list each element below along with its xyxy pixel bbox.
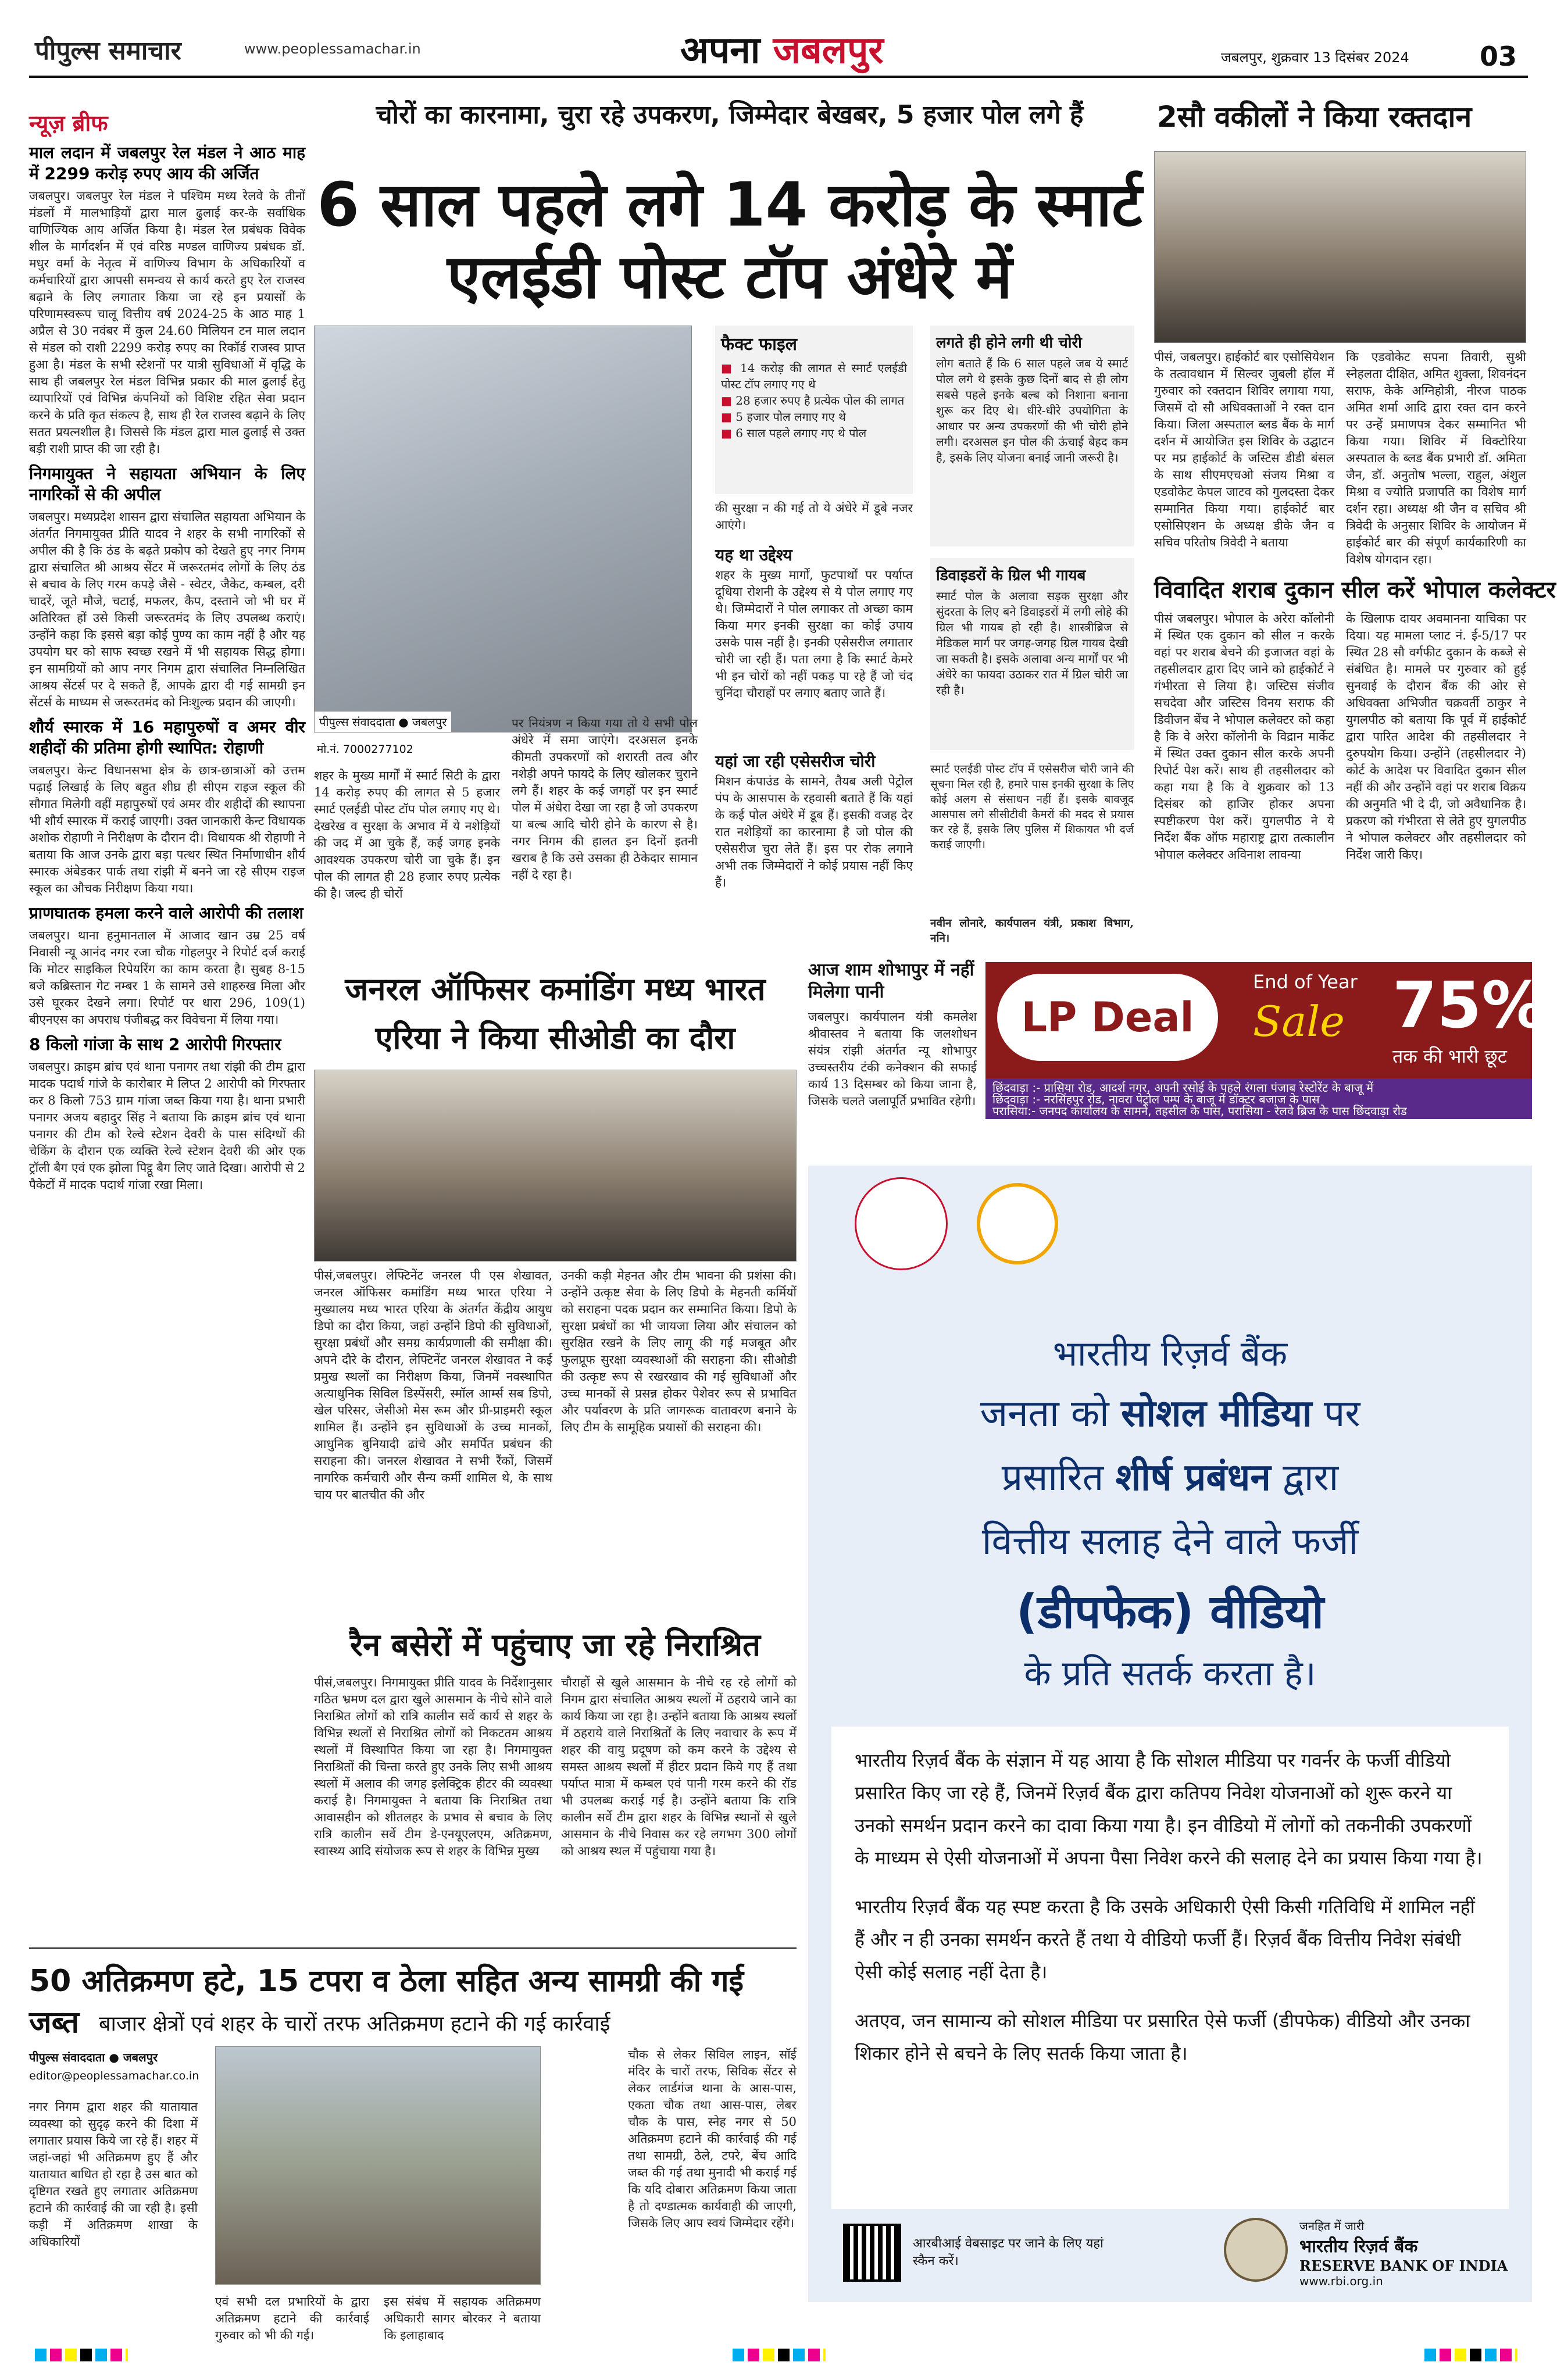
fact-text-2: 28 हजार रुपए है प्रत्येक पोल की लागत [735,394,905,408]
lead-sub1: यह था उद्देश्य [715,545,792,564]
lp-address-1: छिंदवाड़ा :- प्रासिया रोड, आदर्श नगर, अपनी रसोई के पहले रंगला पंजाब रेस्टोरेंट के बाजू में [992,1081,1374,1095]
lead-sub2: यहां जा रही एसेसरीज चोरी [715,752,876,771]
rbi-para-2: भारतीय रिज़र्व बैंक यह स्पष्ट करता है कि उसके अधिकारी ऐसी किसी गतिविधि में शामिल नहीं हैं और न ही उनका समर्थन करते हैं तथा ये वीडियो फर्जी हैं। रिज़र्व बैंक वित्तीय निवेश संबंधी ऐसी कोई सलाह नहीं देता है। [855,1896,1475,1983]
fact-item-3: ■ 5 हजार पोल लगाए गए थे [721,410,846,424]
lead-photo-caption: पीपुल्स संवाददाता ● जबलपुर [315,712,451,732]
news-brief-column [29,137,305,1892]
army-photo [314,1070,797,1262]
box2-title: डिवाइडरों के ग्रिल भी गायब [936,567,1086,584]
color-strip-center [733,2349,826,2361]
rbi-para-3: अतएव, जन सामान्य को सोशल मीडिया पर प्रसारित ऐसे फर्जी (डीपफेक) वीडियो और उनका शिकार होने से बचने के लिए सतर्क किया जाता है। [855,2010,1470,2064]
color-strip-left [35,2349,128,2361]
fact-item-2: ■ 28 हजार रुपए है प्रत्येक पोल की लागत [721,394,905,408]
rbi-qr-text: आरबीआई वेबसाइट पर जाने के लिए यहां स्कैन करें। [913,2236,1104,2268]
brief-body-3: जबलपुर। केन्ट विधानसभा क्षेत्र के छात्र-छात्राओं को उत्तम पढ़ाई लिखाई के लिए बहुत शीघ्र ही सीएम राइज स्कूल की सौगात मिलेगी वहीं महापुरुषों एवं अमर वीर शहीदों की स्थापना भी शौर्य स्मारक में कराई जाएगी। उक्त जानकारी केन्ट विधायक अशोक रोहाणी ने निरीक्षण के दौरान दी। विधायक श्री रोहाणी ने बताया कि आज उनके द्वारा बड़ा पत्थर स्थित निर्माणाधीन शौर्य स्मारक अंबेडकर पार्क तथा रांझी में बनने जा रहे सीएम राइज स्कूल का औचक निरीक्षण किया गया। [29,763,305,895]
liquor-headline: विवादित शराब दुकान सील करें भोपाल कलेक्टर [1154,577,1556,603]
box1-body: लोग बताते हैं कि 6 साल पहले जब ये स्मार्ट पोल लगे थे इसके कुछ दिनों बाद से ही लोग सबसे पहले इनके बल्ब को निशाना बनाना शुरू कर दिए थे। धीरे-धीरे उपयोगिता के आधार पर अन्य उपकरणों की भी चोरी होने लगी। दरअसल इन पोल की ऊंचाई बेहद कम है, इसके लिए योजना बनाई जानी जरूरी है। [936,356,1128,464]
brief-headline-1: माल लदान में जबलपुर रेल मंडल ने आठ माह में 2299 करोड़ रुपए आय की अर्जित [29,143,305,183]
lawyers-col1: पीसं, जबलपुर। हाईकोर्ट बार एसोसियेशन के तत्वावधान में सिल्वर जुबली हॉल में गुरुवार को रक्तदान शिविर लगाया गया, जिसमें दो सौ अधिवक्ताओं ने रक्त दान किया। जिला अस्पताल ब्लड बैंक के मार्ग दर्शन में आयोजित इस शिविर के उद्घाटन पर मप्र हाईकोर्ट के जस्टिस डीडी बंसल के साथ सीएमएचओ संजय मिश्रा व एडवोकेट केपल जाटव को गुलदस्ता देकर सम्मानित किया गया। हाईकोर्ट बार एसोसिएशन के अध्यक्ष डीके जैन व सचिव परितोष त्रिवेदी ने बताया [1154,350,1334,549]
lead-body-col1: शहर के मुख्य मार्गों में स्मार्ट सिटी के द्वारा 14 करोड़ रुपए की लागत से 5 हजार स्मार्ट एलईडी पोस्ट टॉप पोल लगाए गए थे। देखरेख व सुरक्षा के अभाव में ये नशेड़ियों की जद में आ चुके हैं, कई जगह इनके आवश्यक उपकरण चोरी जा चुके हैं। इन पोल की लागत ही 28 हजार रुपए प्रत्येक की है। जल्द ही चोरों [314,769,500,900]
page-number: 03 [1480,41,1517,72]
encroach-email[interactable]: editor@peoplessamachar.co.in [29,2070,199,2082]
fact-text-1: 14 करोड़ की लागत से स्मार्ट एलईडी पोस्ट टॉप लगाए गए थे [721,361,907,391]
liquor-col1: पीसं जबलपुर। भोपाल के अरेरा कॉलोनी में स्थित एक दुकान को सील न करके वहां पर शराब बेचने की इजाजत वहां के तहसीलदार द्वारा दिए जाने को हाईकोर्ट ने गंभीरता से लिया है। जस्टिस संजीव सचदेवा और जस्टिस विनय सराफ की डिवीजन बेंच ने भोपाल कलेक्टर को कहा है कि वे अरेरा कॉलोनी के विद्रान मार्केट में स्थित उक्त दुकान सील करके अपनी रिपोर्ट पेश करें। साथ ही तहसीलदार को कहा गया है कि वे शुक्रवार को 13 दिसंबर को हाजिर होकर अपना स्पष्टीकरण पेश करें। युगलपीठ ने ये निर्देश बैंक ऑफ महाराष्ट्र द्वारा तत्कालीन भोपाल कलेक्टर अविनाश लावन्या [1154,612,1334,862]
divider-box [930,558,1134,750]
rbi-h2c: पर [1323,1392,1360,1435]
fact-file-title: फैक्ट फाइल [721,334,798,355]
paper-url[interactable]: www.peoplessamachar.in [244,41,421,57]
lead-sub2-body: मिशन कंपाउंड के सामने, तैयब अली पेट्रोल पंप के आसपास के रहवासी बताते हैं कि यहां के कई पोल अंधेरे में डूब हैं। इसकी वजह देर रात नशेड़ियों का कारनामा है जो पोल की एसेसरीज चुरा लेते हैं। इस पर रोक लगाने अभी तक जिम्मेदारों ने कोई प्रयास नहीं किए हैं। [715,774,913,889]
lp-address-band [985,1078,1532,1119]
paper-name: पीपुल्स समाचार [35,36,181,66]
section-title-a: अपना [680,29,760,72]
lead-mobile: मो.नं. 7000277102 [317,743,413,756]
lp-percent: 75% [1392,968,1546,1042]
lawyers-headline: 2सौ वकीलों ने किया रक्तदान [1157,100,1472,134]
issue-date: जबलपुर, शुक्रवार 13 दिसंबर 2024 [1221,49,1409,66]
streetlight-photo [314,326,692,732]
lp-address-3: परासिया:- जनपद कार्यालय के सामने, तहसील के पास, परासिया - रेलवे ब्रिज के पास छिंदवाड़ा रोड [992,1104,1407,1118]
fact-text-3: 5 हजार पोल लगाए गए थे [735,410,846,424]
rbi-90-years-icon [977,1183,1058,1264]
encroach-col4: चौक से लेकर सिविल लाइन, सॉई मंदिर के चारों तरफ, सिविक सेंटर से लेकर लार्डगंज थाना के आस-पास, एकता चौक तथा आस-पास, लेबर चौक के पास, स्नेह नगर से 50 अतिक्रमण हटाने की कार्रवाई की गई तथा सामग्री, ठेले, टपरे, बेंच आदि जब्त की गई तथा मुनादी भी कराई गई कि यदि दोबारा अतिक्रमण किया जाता है तो दण्डात्मक कार्यवाही की जाएगी, जिसके लिए आप स्वयं जिम्मेदार रहेंगे। [628,2047,797,2230]
lp-end-of-year: End of Year [1253,971,1358,993]
rbi-footer-3: RESERVE BANK OF INDIA [1299,2257,1508,2274]
rbi-h2b: सोशल मीडिया [1121,1392,1312,1435]
rbi-h3a: प्रसारित [1001,1456,1104,1499]
rbi-seal-icon [1224,2218,1288,2282]
rbi-mascot-icon [855,1177,948,1270]
lp-deal-title: LP Deal [1021,994,1194,1041]
box1-title: लगते ही होने लगी थी चोरी [936,334,1082,352]
official-quote: स्मार्ट एलईडी पोस्ट टॉप में एसेसरीज चोरी जाने की सूचना मिल रही है, हमारे पास इनकी सुरक्षा के लिए कोई अलग से संसाधन नहीं हैं। इसके बावजूद आसपास लगे सीसीटीवी कैमरों की मदद से प्रयास कर रहे हैं, इसके लिए पुलिस में शिकायत भी दर्ज कराई जाएगी। [930,763,1134,851]
rbi-h2a: जनता को [980,1392,1109,1435]
army-headline: जनरल ऑफिसर कमांडिंग मध्य भारत एरिया ने किया सीओडी का दौरा [345,971,766,1056]
masthead-rule [29,76,1528,78]
rbi-heading-2 [808,1386,1532,1437]
encroach-rule [29,1947,797,1949]
section-title [680,23,884,74]
encroach-col1: नगर निगम द्वारा शहर की यातायात व्यवस्था को सुदृढ़ करने की दिशा में लगातार प्रयास किये जा रहे हैं। शहर में जहां-जहां भी अतिक्रमण हुए हैं और यातायात बाधित हो रहा है उस बात को दृष्टिगत रखते हुए लगातार अतिक्रमण हटाने की कार्रवाई की जा रही है। इसी कड़ी में अतिक्रमण शाखा के अधिकारियों [29,2100,198,2249]
lp-sale: Sale [1253,997,1345,1046]
fact-text-4: 6 साल पहले लगाए गए थे पोल [735,426,867,440]
brief-headline-5: 8 किलो गांजा के साथ 2 आरोपी गिरफ्तार [29,1035,281,1054]
lead-sub1-body: शहर के मुख्य मार्गों, फुटपाथों पर पर्याप्त दूधिया रोशनी के उद्देश्य से ये पोल लगाए गए थे। जिम्मेदारों ने पोल लगाकर तो अच्छा काम किया मगर इनकी सुरक्षा का कोई उपाय उसके पास नहीं है। इनकी एसेसरीज लगातार चोरी जा रही हैं। पता लगा है कि स्मार्ट केमरे भी इन चोरों को नहीं पकड़ पा रहे हैं जो चंद चुनिंदा चौराहों पर लगाए बताए जाते हैं। [715,568,913,700]
shelter-col2: चौराहों से खुले आसमान के नीचे रह रहे लोगों को निगम द्वारा संचालित आश्रय स्थलों में ठहराये जाने का कार्य किया जा रहा है। उन्होंने बताया कि आश्रय स्थलों में ठहराये वाले निराश्रितों के लिए नवाचार के रूप में शहर की वायु प्रदूषण को कम करने के उद्देश्य से समस्त आश्रय स्थलों में हीटर प्रदान किये गए हैं तथा पर्याप्त मात्रा में कम्बल एवं पानी गरम करने की रॉड भी उपलब्ध कराई गई है। उन्होंने बताया कि रात्रि कालीन सर्वे टीम द्वारा शहर के विभिन्न स्थानों से खुले आसमान के नीचे निवास कर रहे लगभग 300 लोगों को आश्रय स्थल में पहुंचाया गया है। [561,1675,797,1858]
qr-code-icon[interactable] [843,2224,901,2282]
liquor-col2: के खिलाफ दायर अवमानना याचिका पर दिया। यह मामला प्लाट नं. ई-5/17 पर स्थित 28 सौ वर्गफीट दुकान के कब्जे से संबंधित है। मामले पर गुरुवार को हुई सुनवाई के दौरान बैंक की ओर से अधिवक्ता अभिजीत चक्रवर्ती ठाकुर ने युगलपीठ को बताया कि पूर्व में हाईकोर्ट द्वारा पारित आदेश की तहसीलदार ने दुरुपयोग किया। उन्होंने (तहसीलदार ने) कोर्ट के आदेश पर विवादित दुकान सील नहीं की और उन्होंने वहां पर शराब विक्रय की अनुमति भी दे दी, जो अवैधानिक है। प्रकरण को गंभीरता से लेते हुए युगलपीठ ने भोपाल कलेक्टर और तहसीलदार को निर्देश जारी किए। [1346,612,1526,862]
army-col1: पीसं,जबलपुर। लेफ्टिनेंट जनरल पी एस शेखावत, जनरल ऑफिसर कमांडिंग मध्य भारत एरिया ने मुख्यालय मध्य भारत एरिया के अंतर्गत केंद्रीय आयुध डिपो का दौरा किया, जहां उन्होंने डिपो की सुविधाओं, सुरक्षा प्रबंधों और समग्र कार्यप्रणाली की समीक्षा की। अपने दौरे के दौरान, लेफ्टिनेंट जनरल शेखावत ने कई प्रमुख स्थलों का निरीक्षण किया, जिनमें नवस्थापित अत्याधुनिक सिविल डिस्पेंसरी, स्मॉल आर्म्स सब डिपो, खेल परिसर, जेसीओ मेस रूम और प्री-प्राइमरी स्कूल शामिल हैं। उन्होंने इन सुविधाओं के उच्च मानकों, आधुनिक बुनियादी ढांचे और समर्पित प्रबंधन की सराहना की। जनरल शेखावत ने सभी रैंकों, जिसमें नागरिक कर्मचारी और सैन्य कर्मी शामिल थे, के साथ चाय पर बातचीत की और [314,1268,552,1502]
rbi-heading-3 [808,1450,1532,1501]
brief-body-4: जबलपुर। थाना हनुमानताल में आजाद खान उम्र 25 वर्ष निवासी न्यू आनंद नगर रजा चौक गोहलपुर ने रिपोर्ट दर्ज कराई कि मोटर साइकिल रिपेयरिंग का काम करता है। सुबह 8-15 बजे कब्रिस्तान गेट नम्बर 1 के सामने उसे शाहरुख मिला और उसे घूरकर देखने लगा। रिपोर्ट पर धारा 296, 109(1) बीएनएस का अपराध पंजीबद्ध कर विवेचना में लिया गया। [29,928,305,1027]
lp-address-2: छिंदवाड़ा :- नरसिंहपुर रोड, नावरा पेट्रोल पम्प के बाजू में डॉक्टर बजाज के पास [992,1092,1320,1106]
rbi-h3b: शीर्ष प्रबंधन [1115,1456,1271,1499]
brief-headline-2: निगमायुक्त ने सहायता अभियान के लिए नागरिकों से की अपील [29,464,305,504]
brief-body-5: जबलपुर। क्राइम ब्रांच एवं थाना पनागर तथा रांझी की टीम द्वारा मादक पदार्थ गांजे के कारोबार मे लिप्त 2 आरोपी को गिरफ्तार कर 8 किलो 753 ग्राम गांजा जब्त किया गया है। थाना प्रभारी पनागर अजय बहादुर सिंह ने बताया कि क्राइम ब्रांच एवं थाना पनागर की टीम को रेल्वे स्टेशन देवरी के पास संदिग्धों की चेकिंग के दौरान एक व्यक्ति रेल्वे स्टेशन देवरी की ओर एक ट्रॉली बैग एवं एक झोला पिट्ठू बैग लिए जाते दिखा। आरोपी से 2 पैकेटों में मादक पदार्थ गांजा रखा मिला। [29,1060,305,1192]
brief-headline-3: शौर्य स्मारक में 16 महापुरुषों व अमर वीर शहीदों की प्रतिमा होगी स्थापित: रोहाणी [29,717,305,757]
encroach-byline: पीपुल्स संवाददाता ● जबलपुर [29,2050,158,2064]
encroach-col2: एवं सभी दल प्रभारियों के द्वारा अतिक्रमण हटाने की कार्रवाई गुरुवार को भी की गई। [215,2295,369,2342]
encroach-subhead: बाजार क्षेत्रों एवं शहर के चारों तरफ अतिक्रमण हटाने की गई कार्रवाई [99,2012,610,2036]
blood-donation-photo [1154,151,1526,343]
encroach-col3: इस संबंध में सहायक अतिक्रमण अधिकारी सागर बोरकर ने बताया कि इलाहाबाद [384,2295,541,2342]
rbi-footer-4[interactable]: www.rbi.org.in [1299,2274,1383,2288]
fact-file-box [715,326,913,494]
rbi-heading-4: वित्तीय सलाह देने वाले फर्जी [981,1520,1359,1563]
rbi-heading-5: (डीपफेक) वीडियो [1016,1585,1324,1639]
lead-body-col2: पर नियंत्रण न किया गया तो ये सभी पोल अंधेरे में समा जाएंगे। दरअसल इनके कीमती उपकरणों को शरारती तत्व और नशेड़ी अपने फायदे के लिए खोलकर चुराने लगे हैं। शहर के कई जगहों पर इन स्मार्ट पोल में अंधेरा देखा जा रहा है जो उपकरण या बल्ब आदि चोरी होने के कारण से है। नगर निगम की हालत इन दिनों इतनी खराब है कि उसे उसका ही ठेकेदार सामान नहीं दे रहा है। [512,716,698,882]
encroach-photo [215,2046,541,2285]
lp-deal-badge [997,974,1218,1061]
encroach-headline: 50 अतिक्रमण हटे, 15 टपरा व ठेला सहित अन्य सामग्री की गई जब्त [29,1964,744,2040]
box2-body: स्मार्ट पोल के अलावा सड़क सुरक्षा और सुंदरता के लिए बने डिवाइडरों में लगी लोहे की ग्रिल भी गायब हो रही है। शास्त्रीब्रिज से मेडिकल मार्ग पर जगह-जगह ग्रिल गायब देखी जा सकती है। इसके अलावा अन्य मार्गों पर भी अंधेरे का फायदा उठाकर रात में ग्रिल चोरी जा रही है। [936,589,1128,697]
fact-after: की सुरक्षा न की गई तो ये अंधेरे में डूबे नजर आएंगे। [715,501,913,532]
quote-byline: नवीन लोनारे, कार्यपालन यंत्री, प्रकाश विभाग, ननि। [930,917,1134,945]
rbi-body-panel [831,1727,1509,2209]
brief-body-1: जबलपुर। जबलपुर रेल मंडल ने पश्चिम मध्य रेलवे के तीनों मंडलों में मालभाड़ियों द्वारा माल ढुलाई कर-के सर्वाधिक वाणिज्यिक आय अर्जित किया है। मंडल रेल प्रबंधक विवेक शील के मार्गदर्शन में एवं वरिष्ठ मण्डल वाणिज्य प्रबंधक डॉ. मधुर वर्मा के नेतृत्व में वाणिज्य विभाग के अधिकारियों व कर्मचारियों द्वारा आपसी समन्वय से कार्य करते हुए रेल राजस्व बढ़ाने के लिए लगातार किया जा रहे इन प्रयासों के परिणामस्वरूप चालू वित्तीय वर्ष 2024-25 के आठ माह 1 अप्रैल से 30 नवंबर में कुल 24.60 मिलियन टन माल लदान से मंडल को राशी 2299 करोड़ रुपए का रिकॉर्ड राजस्व प्राप्त हुआ है। मंडल के सभी स्टेशनों पर यात्री सुविधाओं में वृद्धि के साथ ही जबलपुर रेल मंडल विभिन्न प्रकार की माल ढुलाई हेतु व्यापारियों एवं विभिन्न कंपनियों को विशिष्ट रहित सेवा प्रदान करने के प्रति कृत संकल्प है, साथ ही रेल राजस्व बढ़ाने के लिए सतत प्रयत्नशील है। जिससे कि मंडल द्वारा माल ढुलाई से उक्त बड़ी राशी प्राप्त की जा रही है। [29,189,305,456]
section-title-b: जबलपुर [773,29,884,72]
army-col2: उनकी कड़ी मेहनत और टीम भावना की प्रशंसा की। उन्होंने उत्कृष्ट सेवा के लिए डिपो के मेहनती कर्मियों को सराहना पदक प्रदान कर सम्मानित किया। डिपो के सुरक्षा प्रबंधों का भी जायजा लिया और संचालन को सुरक्षित रखने के लिए लागू की गई मजबूत और फुलप्रूफ सुरक्षा व्यवस्थाओं की सराहना की। सीओडी की उत्कृष्ट रूप से रखरखाव की गई सुविधाओं और उच्च मानकों से प्रसन्न होकर पेशेवर रूप से प्रभावित और पर्यावरण के प्रति जागरूक वातावरण बनाने के लिए टीम के सामूहिक प्रयासों की सराहना की। [561,1268,797,1434]
lead-kicker: चोरों का कारनामा, चुरा रहे उपकरण, जिम्मेदार बेखबर, 5 हजार पोल लगे हैं [376,100,1084,130]
rbi-para-1: भारतीय रिज़र्व बैंक के संज्ञान में यह आया है कि सोशल मीडिया पर गवर्नर के फर्जी वीडियो प्रसारित किए जा रहे हैं, जिनमें रिज़र्व बैंक द्वारा कतिपय निवेश योजनाओं को शुरू करने या उनको समर्थन प्रदान करने का दावा किया गया है। इन वीडियो में लोगों को तकनीकी उपकरणों के माध्यम से ऐसी योजनाओं में अपना पैसा निवेश करने की सलाह देने का प्रयास किया गया है। [855,1749,1483,1869]
color-strip-right [1424,2349,1517,2361]
lp-offer: तक की भारी छूट [1392,1045,1507,1067]
water-headline: आज शाम शोभापुर में नहीं मिलेगा पानी [808,960,974,1002]
rbi-heading-6: के प्रति सतर्क करता है। [1024,1653,1316,1694]
rbi-heading-1: भारतीय रिज़र्व बैंक [1052,1334,1288,1374]
water-body: जबलपुर। कार्यपालन यंत्री कमलेश श्रीवास्तव ने बताया कि जलशोधन संयंत्र रांझी अंतर्गत न्यू शोभापुर उच्चस्तरीय टंकी कनेक्शन की सफाई कार्य 13 दिसम्बर को किया जाना है, जिसके चलते जलापूर्ति प्रभावित रहेगी। [808,1010,977,1108]
theft-box [930,326,1134,546]
rbi-advisory-ad [808,1166,1532,2302]
lead-headline: 6 साल पहले लगे 14 करोड़ के स्मार्ट एलईडी पोस्ट टॉप अंधेरे में [317,169,1142,312]
rbi-h3c: द्वारा [1283,1456,1339,1499]
rbi-footer-2: भारतीय रिज़र्व बैंक [1299,2236,1418,2257]
news-brief-label: न्यूज़ ब्रीफ [29,110,108,136]
fact-item-1: ■ 14 करोड़ की लागत से स्मार्ट एलईडी पोस्ट टॉप लगाए गए थे [721,361,907,391]
brief-headline-4: प्राणघातक हमला करने वाले आरोपी की तलाश [29,903,303,923]
rbi-footer [1299,2218,1508,2288]
lawyers-col2: कि एडवोकेट सपना तिवारी, सुश्री स्नेहलता दीक्षित, अमित शुक्ला, शिवनंदन सराफ, केके अग्निहोत्री, नीरज पाठक अमित शर्मा आदि द्वारा रक्त दान करने पर उन्हें प्रमाणपत्र देकर सम्मानित भी किया गया। शिविर में विक्टोरिया अस्पताल के ब्लड बैंक प्रभारी डॉ. अमिता जैन, डॉ. अनुतोष भल्ला, राहुल, अंशुल मिश्रा व ज्योति प्रजापति का विशेष मार्ग दर्शन रहा। अध्यक्ष श्री जैन व सचिव श्री त्रिवेदी के अनुसार शिविर के आयोजन में हाईकोर्ट बार की संपूर्ण कार्यकारिणी का विशेष योगदान रहा। [1346,350,1526,566]
lp-deal-ad[interactable] [985,962,1546,1119]
shelter-headline: रैन बसेरों में पहुंचाए जा रहे निराश्रित [350,1627,760,1663]
shelter-col1: पीसं,जबलपुर। निगमायुक्त प्रीति यादव के निर्देशानुसार गठित भ्रमण दल द्वारा खुले आसमान के नीचे सोने वाले निराश्रित लोगों को रात्रि कालीन सर्वे कार्य से शहर के विभिन्न स्थलों से निराश्रित लोगों को निकटतम आश्रय स्थलों में विस्थापित किया जा रहा है। निगमायुक्त निराश्रितों की चिन्ता करते हुए उनके लिए सभी आश्रय स्थलों में अलाव की जगह इलेक्ट्रिक हीटर की व्यवस्था कराई है। निगमायुक्त ने बताया कि निराश्रित तथा आवासहीन को शीतलहर के प्रभाव से बचाव के लिए रात्रि कालीन सर्वे टीम डे-एनयूएलएम, अतिक्रमण, स्वास्थ्य आदि संयोजक रूप से शहर के विभिन्न मुख्य [314,1675,552,1858]
fact-item-4: ■ 6 साल पहले लगाए गए थे पोल [721,426,867,440]
brief-body-2: जबलपुर। मध्यप्रदेश शासन द्वारा संचालित सहायता अभियान के अंतर्गत निगमायुक्त प्रीति यादव ने शहर के सभी नागरिकों से अपील की है कि ठंड के बढ़ते प्रकोप को देखते हुए नगर निगम द्वारा संचालित श्री आश्रय सेंटर में जरूरतमंद लोगों के लिए ठंड से बचाव के लिए गरम कपड़े जैसे - स्वेटर, जैकेट, कम्बल, दरी चादरें, जूते मौजे, चटाई, मफलर, कैप, दस्ताने जो भी घर में अतिरिक्त हों उसे किसी जरूरतमंद के लिए उपलब्ध कराएं। उन्होंने कहा कि इससे बड़ा कोई पुण्य का काम नहीं है और यह उपयोग घर को साफ स्वच्छ रखने में भी सहायक सिद्ध होगा। इन सामग्रियों को आप नगर निगम द्वारा संचालित निम्नलिखित आश्रय सेंटर्स पर दे सकते हैं, आपके द्वारा दी गई सामग्री इन सेंटर्स के माध्यम से जरूरतमंद को निःशुल्क प्रदान की जाएगी। [29,510,305,709]
rbi-footer-1: जनहित में जारी [1299,2219,1365,2233]
